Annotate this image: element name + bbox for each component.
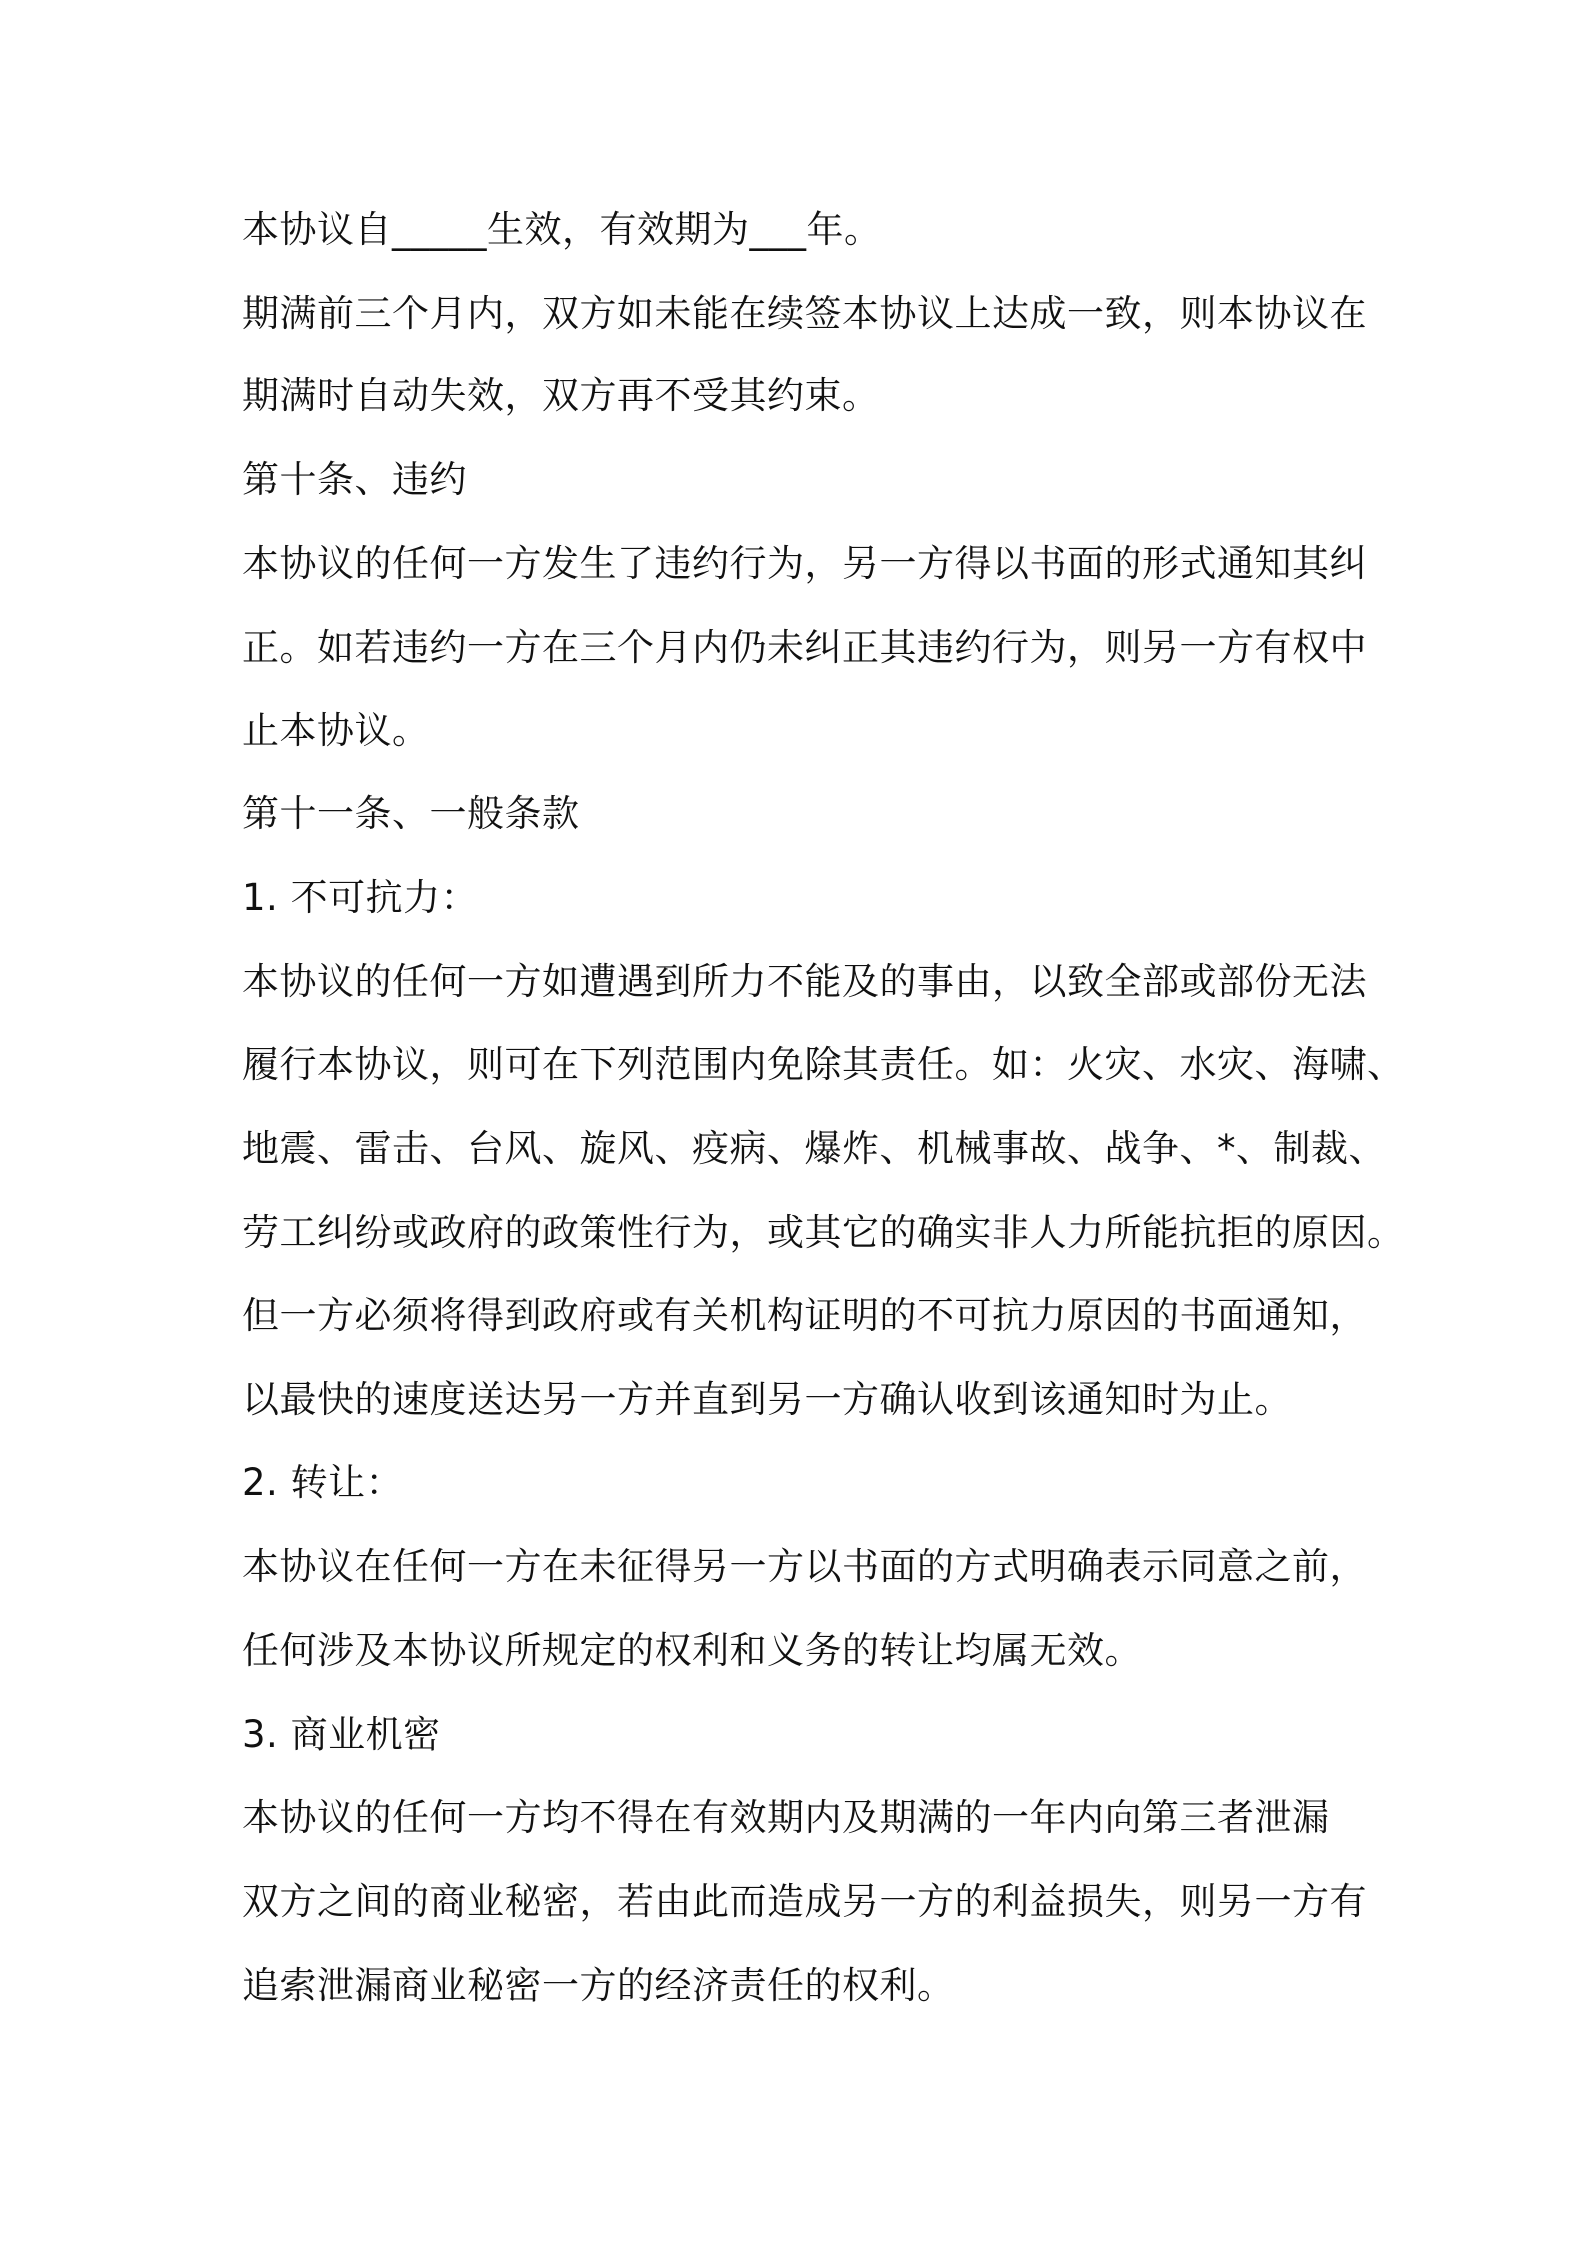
text-line: 劳工纠纷或政府的政策性行为，或其它的确实非人力所能抗拒的原因。 (242, 1211, 1405, 1254)
text-line: 追索泄漏商业秘密一方的经济责任的权利。 (242, 1964, 955, 2007)
text-line: 本协议在任何一方在未征得另一方以书面的方式明确表示同意之前， (242, 1545, 1367, 1588)
text-line: 履行本协议，则可在下列范围内免除其责任。如：火灾、水灾、海啸、 (242, 1043, 1405, 1086)
text-line: 任何涉及本协议所规定的权利和义务的转让均属无效。 (242, 1629, 1142, 1672)
subsection-heading: 3. 商业机密 (242, 1713, 441, 1756)
text-line: 但一方必须将得到政府或有关机构证明的不可抗力原因的书面通知， (242, 1294, 1367, 1337)
text-line: 期满时自动失效，双方再不受其约束。 (242, 374, 880, 417)
text-line: 正。如若违约一方在三个月内仍未纠正其违约行为，则另一方有权中 (242, 626, 1367, 669)
text-line: 期满前三个月内，双方如未能在续签本协议上达成一致，则本协议在 (242, 292, 1367, 335)
subsection-heading: 1. 不可抗力： (242, 876, 479, 919)
text-line: 地震、雷击、台风、旋风、疫病、爆炸、机械事故、战争、*、制裁、 (242, 1127, 1386, 1170)
text-line: 本协议自_____生效，有效期为___年。 (242, 208, 882, 251)
subsection-heading: 2. 转让： (242, 1461, 404, 1504)
section-heading: 第十条、违约 (242, 458, 467, 501)
section-heading: 第十一条、一般条款 (242, 792, 580, 835)
text-line: 本协议的任何一方发生了违约行为，另一方得以书面的形式通知其纠 (242, 542, 1367, 585)
text-line: 双方之间的商业秘密，若由此而造成另一方的利益损失，则另一方有 (242, 1880, 1367, 1923)
text-line: 本协议的任何一方如遭遇到所力不能及的事由，以致全部或部份无法 (242, 960, 1367, 1003)
text-line: 本协议的任何一方均不得在有效期内及期满的一年内向第三者泄漏 (242, 1796, 1330, 1839)
text-line: 以最快的速度送达另一方并直到另一方确认收到该通知时为止。 (242, 1378, 1292, 1421)
text-line: 止本协议。 (242, 709, 430, 752)
